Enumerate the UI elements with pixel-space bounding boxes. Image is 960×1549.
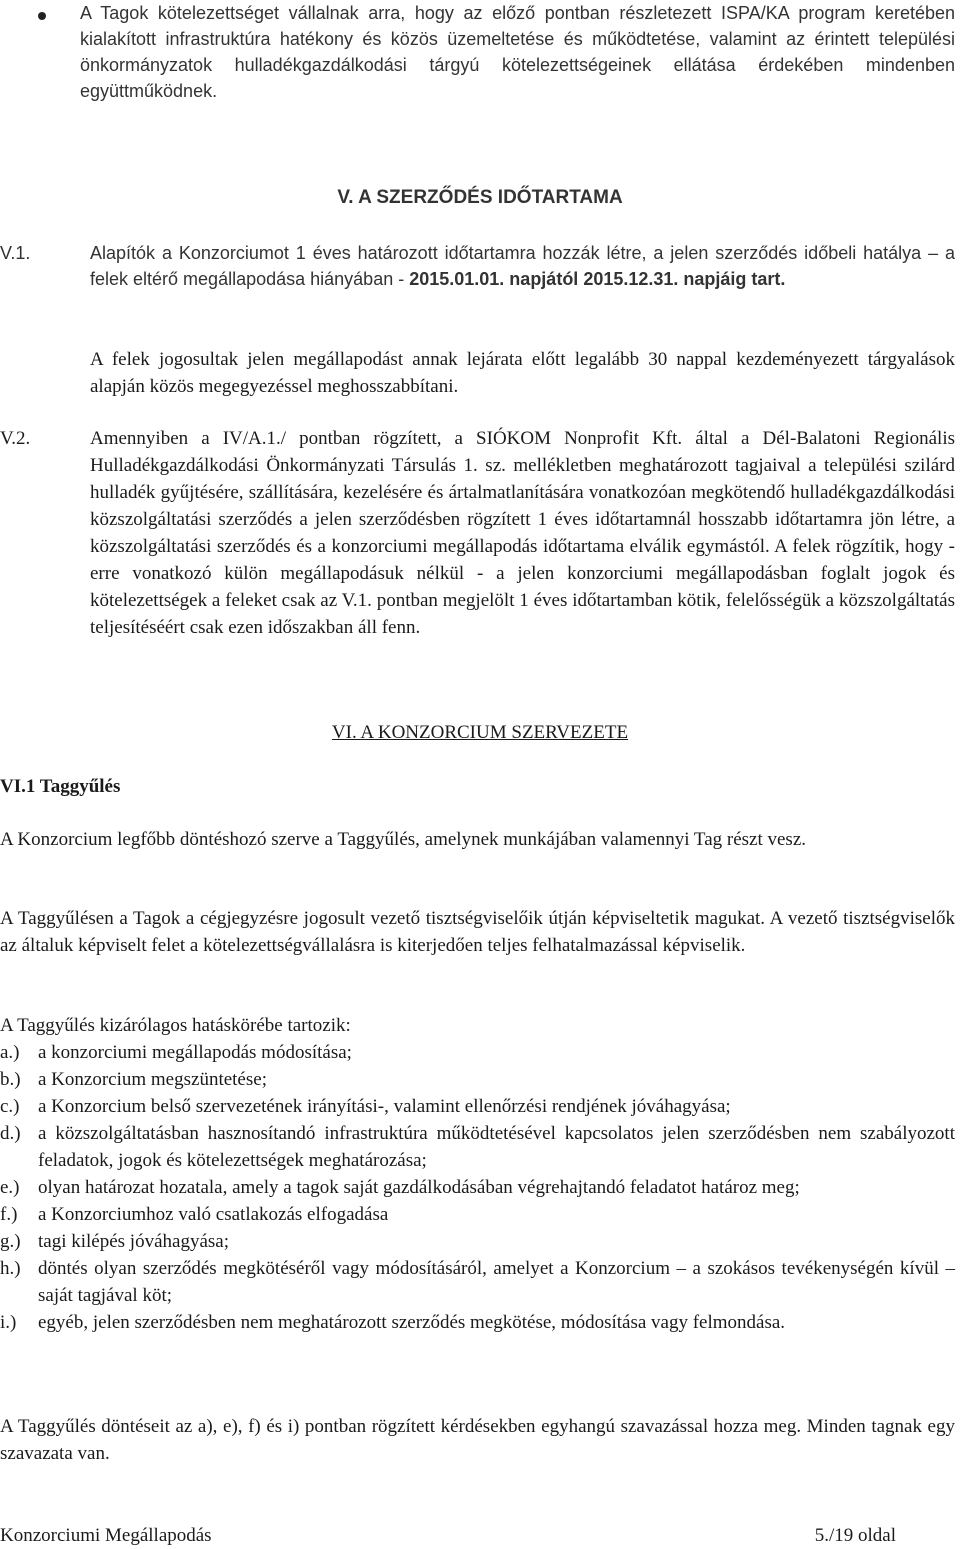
- section-v2-number: V.2.: [0, 428, 31, 449]
- list-item: [0, 1093, 955, 1120]
- list-intro: A Taggyűlés kizárólagos hatáskörébe tartozik:: [0, 1015, 351, 1036]
- list-item-text: a konzorciumi megállapodás módosítása;: [38, 1042, 352, 1063]
- section-v1-extension: A felek jogosultak jelen megállapodást annak lejárata előtt legalább 30 nappal kezdeményezett tárgyalások alapján közös megegyezéssel meghosszabbítani.: [90, 349, 955, 397]
- list-item-text: a Konzorcium megszüntetése;: [38, 1069, 267, 1090]
- section-vi-paragraph-1: A Konzorcium legfőbb döntéshozó szerve a Taggyűlés, amelynek munkájában valamennyi Tag részt vesz.: [0, 829, 806, 850]
- list-item: [0, 1174, 955, 1201]
- footer-document-title: Konzorciumi Megállapodás: [0, 1525, 212, 1546]
- list-item-label: b.): [0, 1069, 21, 1090]
- list-item-label: g.): [0, 1231, 21, 1252]
- footer-page-number: 5./19 oldal: [814, 1525, 896, 1546]
- section-vi-paragraph-2: A Taggyűlésen a Tagok a cégjegyzésre jogosult vezető tisztségviselőik útján képviseltetik magukat. A vezető tisztségviselők az általuk képviselt felet a kötelezettségvállalásra is kiterjedően teljes felhatalmazással képviselik.: [0, 908, 955, 956]
- list-item-text: a Konzorciumhoz való csatlakozás elfogadása: [38, 1204, 389, 1225]
- list-item-label: h.): [0, 1258, 21, 1279]
- bullet-text: A Tagok kötelezettséget vállalnak arra, hogy az előző pontban részletezett ISPA/KA program keretében kialakított infrastruktúra hatékony és közös üzemeltetése és működtetése, valamint az érintett települési önkormányzatok hulladékgazdálkodási tárgyú kötelezettségeinek ellátása érdekében mindenben együttműködnek.: [80, 3, 955, 101]
- section-v1-dates: 2015.01.01. napjától 2015.12.31. napjáig tart.: [409, 269, 786, 289]
- closing-paragraph: A Taggyűlés döntéseit az a), e), f) és i) pontban rögzített kérdésekben egyhangú szavazással hozza meg. Minden tagnak egy szavazata van.: [0, 1416, 955, 1464]
- competence-list: [0, 1039, 955, 1336]
- list-item-label: e.): [0, 1177, 20, 1198]
- section-vi-title: VI. A KONZORCIUM SZERVEZETE: [331, 722, 629, 743]
- list-item-label: i.): [0, 1312, 17, 1333]
- list-item: [0, 1066, 955, 1093]
- list-item-label: a.): [0, 1042, 20, 1063]
- list-item-label: c.): [0, 1096, 20, 1117]
- section-v2-text: Amennyiben a IV/A.1./ pontban rögzített, a SIÓKOM Nonprofit Kft. által a Dél-Balatoni Regionális Hulladékgazdálkodási Önkormányzati Társulás 1. sz. mellékletben meghatározott tagjaival a települési szilárd hulladék gyűjtésére, szállítására, kezelésére és ártalmatlanítására vonatkozóan megkötendő hulladékgazdálkodási közszolgáltatási szerződés a jelen szerződésben rögzített 1 éves időtartamnál hosszabb időtartamra jön létre, a közszolgáltatási szerződés és a konzorciumi megállapodás időtartama elválik egymástól. A felek rögzítik, hogy - erre vonatkozó külön megállapodásuk nélkül - a jelen konzorciumi megállapodásban foglalt jogok és kötelezettségek a feleket csak az V.1. pontban megjelölt 1 éves időtartamban kötik, felelősségük a közszolgáltatás teljesítéséért csak ezen időszakban áll fenn.: [90, 428, 955, 638]
- list-item-text: a Konzorcium belső szervezetének irányítási-, valamint ellenőrzési rendjének jóváhagyása;: [38, 1096, 731, 1117]
- list-item: [0, 1039, 955, 1066]
- bullet-icon: [38, 12, 46, 20]
- list-item: [0, 1255, 955, 1309]
- list-item-text: egyéb, jelen szerződésben nem meghatározott szerződés megkötése, módosítása vagy felmondása.: [38, 1312, 786, 1333]
- list-item: [0, 1120, 955, 1174]
- list-item-text: tagi kilépés jóváhagyása;: [38, 1231, 229, 1252]
- list-item-text: olyan határozat hozatala, amely a tagok saját gazdálkodásában végrehajtandó feladatot határoz meg;: [38, 1177, 800, 1198]
- section-v1-number: V.1.: [0, 243, 31, 263]
- list-item: [0, 1228, 955, 1255]
- section-vi1-title: VI.1 Taggyűlés: [0, 776, 121, 797]
- list-item-label: f.): [0, 1204, 18, 1225]
- list-item-label: d.): [0, 1123, 21, 1144]
- list-item-text: döntés olyan szerződés megkötéséről vagy módosításáról, amelyet a Konzorcium – a szokásos tevékenységén kívül – saját tagjával köt;: [38, 1258, 955, 1306]
- list-item: [0, 1309, 955, 1336]
- section-v-title: V. A SZERZŐDÉS IDŐTARTAMA: [337, 187, 623, 208]
- list-item: [0, 1201, 955, 1228]
- bullet-paragraph: [0, 0, 960, 110]
- section-v1-text: [90, 240, 955, 292]
- section-v1-text-a: Alapítók a Konzorciumot 1 éves határozott időtartamra hozzák létre, a jelen szerződés időbeli hatálya – a felek eltérő megállapodása hiányában -: [90, 243, 955, 289]
- list-item-text: a közszolgáltatásban hasznosítandó infrastruktúra működtetésével kapcsolatos jelen szerződésben nem szabályozott feladatok, jogok és kötelezettségek meghatározása;: [38, 1123, 955, 1171]
